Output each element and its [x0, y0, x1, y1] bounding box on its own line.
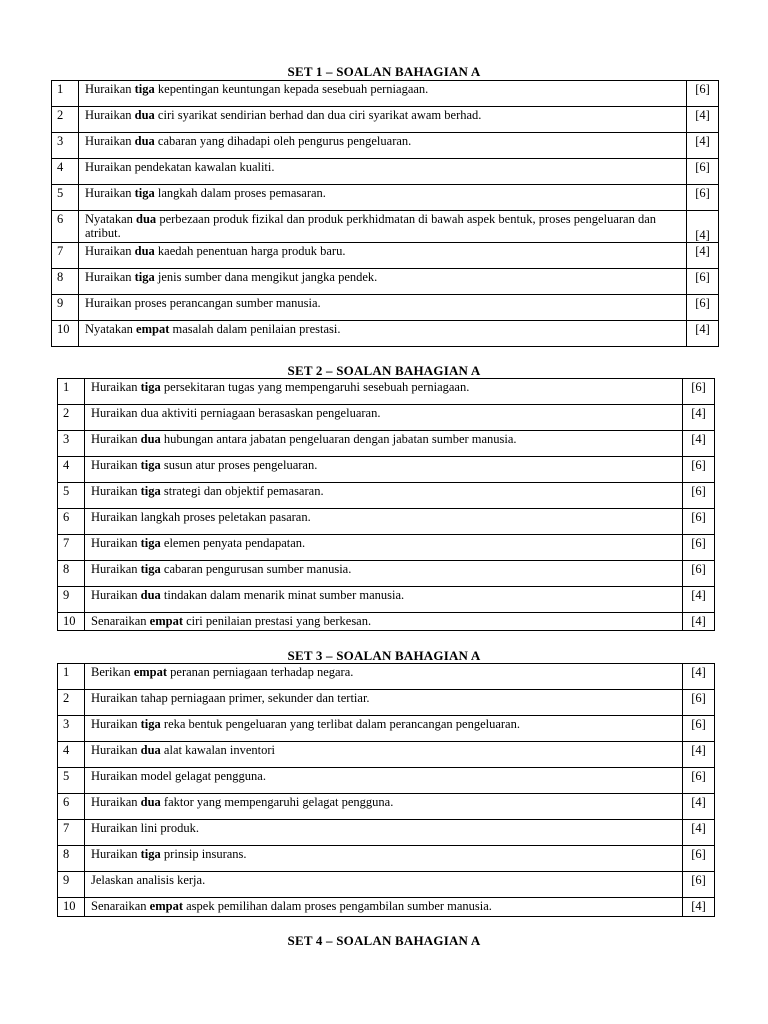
- question-row: [58, 483, 715, 509]
- question-number: 6: [52, 211, 79, 243]
- question-row: [58, 379, 715, 405]
- question-number: 3: [58, 716, 85, 742]
- question-text-post: peranan perniagaan terhadap negara.: [167, 665, 354, 679]
- question-number: 10: [58, 613, 85, 631]
- question-number: 7: [58, 820, 85, 846]
- question-text-pre: Huraikan: [91, 717, 141, 731]
- question-number: 3: [52, 133, 79, 159]
- question-row: [52, 133, 719, 159]
- question-number: 1: [58, 664, 85, 690]
- question-number: 8: [58, 846, 85, 872]
- question-keyword: tiga: [140, 458, 161, 472]
- question-keyword: tiga: [140, 536, 161, 550]
- question-text: [85, 794, 683, 820]
- question-text: [85, 768, 683, 794]
- question-number: 9: [58, 872, 85, 898]
- question-number: 9: [52, 295, 79, 321]
- question-number: 6: [58, 509, 85, 535]
- question-keyword: tiga: [140, 484, 161, 498]
- question-text-pre: Huraikan lini produk.: [91, 821, 199, 835]
- question-text: [79, 269, 687, 295]
- question-text: [85, 457, 683, 483]
- question-mark: [4]: [683, 587, 715, 613]
- question-mark: [4]: [683, 613, 715, 631]
- question-text-pre: Huraikan proses perancangan sumber manusia.: [85, 296, 321, 310]
- question-text-pre: Jelaskan analisis kerja.: [91, 873, 206, 887]
- question-text: [79, 107, 687, 133]
- question-keyword: dua: [140, 588, 161, 602]
- question-text-pre: Nyatakan: [85, 322, 137, 336]
- question-text-post: prinsip insurans.: [160, 847, 247, 861]
- question-row: [52, 185, 719, 211]
- question-keyword: empat: [133, 665, 168, 679]
- question-keyword: empat: [149, 899, 183, 913]
- question-text-post: susun atur proses pengeluaran.: [160, 458, 318, 472]
- question-text: [85, 846, 683, 872]
- question-row: [58, 613, 715, 631]
- question-number: 4: [52, 159, 79, 185]
- question-row: [58, 716, 715, 742]
- question-number: 8: [58, 561, 85, 587]
- question-text-post: hubungan antara jabatan pengeluaran dengan jabatan sumber manusia.: [160, 432, 517, 446]
- question-keyword: tiga: [140, 562, 161, 576]
- question-text: [85, 379, 683, 405]
- question-number: 10: [58, 898, 85, 917]
- question-keyword: dua: [134, 108, 155, 122]
- question-text-pre: Senaraikan: [91, 614, 150, 628]
- question-mark: [6]: [683, 846, 715, 872]
- question-text: [79, 185, 687, 211]
- question-number: 6: [58, 794, 85, 820]
- question-mark: [4]: [683, 664, 715, 690]
- question-mark: [4]: [687, 321, 719, 347]
- set-3-title: SET 3 – SOALAN BAHAGIAN A: [287, 648, 481, 663]
- question-text-post: ciri syarikat sendirian berhad dan dua ciri syarikat awam berhad.: [154, 108, 482, 122]
- question-text: [79, 243, 687, 269]
- question-row: [52, 295, 719, 321]
- question-keyword: dua: [140, 743, 161, 757]
- question-number: 3: [58, 431, 85, 457]
- question-keyword: dua: [140, 795, 161, 809]
- question-mark: [6]: [683, 535, 715, 561]
- question-text: [85, 561, 683, 587]
- question-mark: [4]: [683, 431, 715, 457]
- question-text-pre: Huraikan: [85, 82, 135, 96]
- question-text-pre: Huraikan: [91, 432, 141, 446]
- question-text-post: cabaran pengurusan sumber manusia.: [160, 562, 352, 576]
- question-text-pre: Huraikan pendekatan kawalan kualiti.: [85, 160, 275, 174]
- question-row: [58, 457, 715, 483]
- question-text-post: alat kawalan inventori: [160, 743, 275, 757]
- question-text: [85, 690, 683, 716]
- question-row: [52, 243, 719, 269]
- question-keyword: dua: [136, 212, 157, 226]
- set-3-table: [57, 663, 715, 917]
- question-text-pre: Huraikan dua aktiviti perniagaan berasaskan pengeluaran.: [91, 406, 381, 420]
- question-mark: [4]: [683, 405, 715, 431]
- question-text-post: tindakan dalam menarik minat sumber manusia.: [160, 588, 405, 602]
- question-text: [79, 81, 687, 107]
- question-keyword: tiga: [140, 847, 161, 861]
- question-mark: [6]: [683, 379, 715, 405]
- question-text-pre: Huraikan: [91, 536, 141, 550]
- question-text: [85, 535, 683, 561]
- question-number: 1: [58, 379, 85, 405]
- question-row: [58, 405, 715, 431]
- question-text: [79, 159, 687, 185]
- question-text-pre: Huraikan: [91, 484, 141, 498]
- set-4-title: SET 4 – SOALAN BAHAGIAN A: [287, 933, 481, 948]
- question-text-post: persekitaran tugas yang mempengaruhi sesebuah perniagaan.: [160, 380, 470, 394]
- question-text: [79, 133, 687, 159]
- question-number: 4: [58, 457, 85, 483]
- question-row: [52, 159, 719, 185]
- question-number: 7: [52, 243, 79, 269]
- set-1-title: SET 1 – SOALAN BAHAGIAN A: [287, 64, 481, 79]
- question-mark: [4]: [683, 898, 715, 917]
- question-number: 1: [52, 81, 79, 107]
- question-keyword: tiga: [134, 270, 155, 284]
- question-mark: [6]: [683, 561, 715, 587]
- question-mark: [6]: [683, 872, 715, 898]
- question-keyword: empat: [136, 322, 170, 336]
- question-text-post: jenis sumber dana mengikut jangka pendek.: [154, 270, 378, 284]
- question-text-post: ciri penilaian prestasi yang berkesan.: [182, 614, 372, 628]
- question-row: [58, 664, 715, 690]
- question-text: [79, 211, 687, 243]
- question-row: [52, 81, 719, 107]
- question-number: 5: [58, 768, 85, 794]
- question-row: [58, 431, 715, 457]
- question-text-pre: Huraikan: [91, 562, 141, 576]
- question-text-post: faktor yang mempengaruhi gelagat pengguna.: [160, 795, 394, 809]
- question-text-post: elemen penyata pendapatan.: [160, 536, 306, 550]
- question-row: [58, 535, 715, 561]
- question-text-post: langkah dalam proses pemasaran.: [154, 186, 326, 200]
- question-number: 10: [52, 321, 79, 347]
- question-mark: [6]: [683, 768, 715, 794]
- question-text-pre: Huraikan tahap perniagaan primer, sekunder dan tertiar.: [91, 691, 370, 705]
- question-text: [79, 321, 687, 347]
- question-text: [85, 742, 683, 768]
- question-text: [85, 820, 683, 846]
- question-mark: [4]: [683, 742, 715, 768]
- question-mark: [6]: [683, 483, 715, 509]
- question-row: [52, 269, 719, 295]
- question-keyword: dua: [140, 432, 161, 446]
- question-number: 2: [58, 405, 85, 431]
- question-text: [85, 664, 683, 690]
- question-text-pre: Huraikan: [85, 270, 135, 284]
- question-text-pre: Huraikan model gelagat pengguna.: [91, 769, 266, 783]
- question-text-pre: Huraikan: [91, 795, 141, 809]
- question-mark: [4]: [683, 820, 715, 846]
- question-text: [79, 295, 687, 321]
- question-mark: [4]: [683, 794, 715, 820]
- question-text: [85, 613, 683, 631]
- question-text-post: masalah dalam penilaian prestasi.: [169, 322, 341, 336]
- question-row: [58, 898, 715, 917]
- question-keyword: dua: [134, 134, 155, 148]
- question-text-post: cabaran yang dihadapi oleh pengurus pengeluaran.: [154, 134, 412, 148]
- question-row: [58, 846, 715, 872]
- question-row: [58, 509, 715, 535]
- question-text-pre: Huraikan: [91, 743, 141, 757]
- question-row: [58, 561, 715, 587]
- question-number: 2: [52, 107, 79, 133]
- question-text-pre: Huraikan: [85, 134, 135, 148]
- question-number: 5: [52, 185, 79, 211]
- question-number: 2: [58, 690, 85, 716]
- question-row: [58, 690, 715, 716]
- question-keyword: tiga: [134, 82, 155, 96]
- question-text-post: kaedah penentuan harga produk baru.: [154, 244, 346, 258]
- question-text-pre: Nyatakan: [85, 212, 137, 226]
- question-text-pre: Huraikan: [91, 380, 141, 394]
- question-text-post: aspek pemilihan dalam proses pengambilan sumber manusia.: [182, 899, 492, 913]
- question-number: 5: [58, 483, 85, 509]
- question-text-post: reka bentuk pengeluaran yang terlibat dalam perancangan pengeluaran.: [160, 717, 520, 731]
- question-mark: [4]: [687, 133, 719, 159]
- question-text-pre: Huraikan: [91, 588, 141, 602]
- question-text-pre: Huraikan: [85, 186, 135, 200]
- question-row: [58, 820, 715, 846]
- question-row: [58, 794, 715, 820]
- question-mark: [6]: [683, 457, 715, 483]
- question-number: 4: [58, 742, 85, 768]
- question-text-post: kepentingan keuntungan kepada sesebuah perniagaan.: [154, 82, 429, 96]
- question-text: [85, 716, 683, 742]
- question-number: 9: [58, 587, 85, 613]
- question-row: [58, 768, 715, 794]
- question-keyword: tiga: [134, 186, 155, 200]
- question-text: [85, 431, 683, 457]
- question-mark: [4]: [687, 211, 719, 243]
- set-2-title: SET 2 – SOALAN BAHAGIAN A: [287, 363, 481, 378]
- question-row: [52, 107, 719, 133]
- question-text-pre: Huraikan: [91, 847, 141, 861]
- question-text-pre: Huraikan: [91, 458, 141, 472]
- question-text-post: perbezaan produk fizikal dan produk perkhidmatan di bawah aspek bentuk, proses pengeluaran dan atribut.: [85, 212, 657, 240]
- question-text: [85, 898, 683, 917]
- set-2-table: [57, 378, 715, 631]
- question-text: [85, 483, 683, 509]
- question-mark: [6]: [683, 509, 715, 535]
- question-text-pre: Huraikan: [85, 108, 135, 122]
- question-mark: [6]: [687, 295, 719, 321]
- question-text: [85, 405, 683, 431]
- question-keyword: tiga: [140, 717, 161, 731]
- question-mark: [6]: [687, 159, 719, 185]
- question-keyword: dua: [134, 244, 155, 258]
- question-row: [58, 587, 715, 613]
- question-row: [52, 321, 719, 347]
- question-text: [85, 509, 683, 535]
- question-text-pre: Berikan: [91, 665, 134, 679]
- question-mark: [6]: [687, 185, 719, 211]
- question-row: [58, 872, 715, 898]
- question-text-pre: Senaraikan: [91, 899, 150, 913]
- question-mark: [6]: [683, 690, 715, 716]
- question-keyword: tiga: [140, 380, 161, 394]
- question-mark: [4]: [687, 243, 719, 269]
- question-row: [58, 742, 715, 768]
- question-number: 7: [58, 535, 85, 561]
- question-mark: [6]: [683, 716, 715, 742]
- question-number: 8: [52, 269, 79, 295]
- question-text: [85, 587, 683, 613]
- question-row: [52, 211, 719, 243]
- question-text-pre: Huraikan: [85, 244, 135, 258]
- question-text: [85, 872, 683, 898]
- question-text-post: strategi dan objektif pemasaran.: [160, 484, 324, 498]
- question-keyword: empat: [149, 614, 183, 628]
- question-mark: [4]: [687, 107, 719, 133]
- question-text-pre: Huraikan langkah proses peletakan pasaran.: [91, 510, 311, 524]
- question-mark: [6]: [687, 81, 719, 107]
- question-mark: [6]: [687, 269, 719, 295]
- set-1-table: [51, 80, 719, 347]
